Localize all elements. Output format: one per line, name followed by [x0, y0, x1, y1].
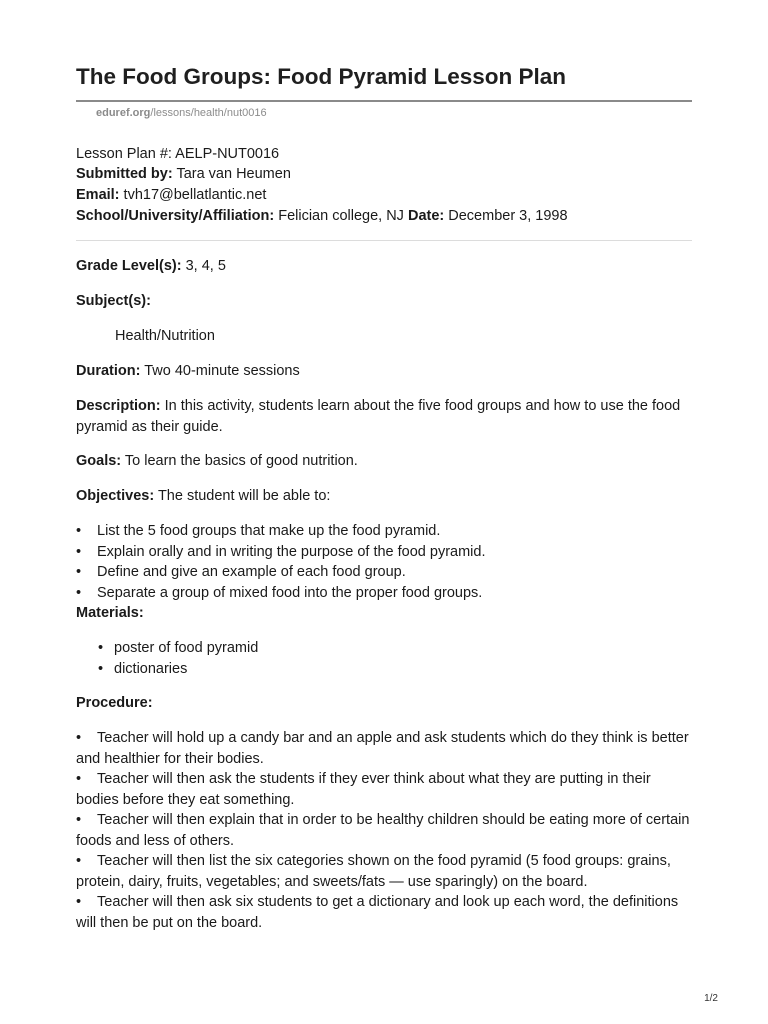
list-item: • Separate a group of mixed food into the proper food groups.	[76, 583, 486, 604]
date-label: Date:	[407, 208, 445, 224]
grade-level	[76, 256, 226, 276]
submitted-label: Submitted by:	[76, 166, 173, 182]
procedure-step: • Teacher will hold up a candy bar and an apple and ask students which do they think is better and healthier for their bodies.	[76, 730, 689, 767]
email	[76, 185, 266, 205]
duration-value: Two 40-minute sessions	[140, 363, 300, 379]
list-item: • List the 5 food groups that make up the food pyramid.	[76, 521, 486, 542]
procedure-heading	[76, 693, 153, 713]
section-divider	[76, 240, 692, 241]
procedure-list	[76, 728, 692, 933]
grade-value: 3, 4, 5	[181, 258, 226, 274]
goals-value: To learn the basics of good nutrition.	[121, 453, 358, 469]
objectives-list	[76, 521, 486, 603]
procedure-step: • Teacher will then ask the students if they ever think about what they are putting in their bodies before they eat something.	[76, 771, 651, 808]
goals	[76, 451, 358, 471]
description	[76, 396, 692, 437]
email-value[interactable]: tvh17@bellatlantic.net	[119, 187, 267, 203]
duration-label: Duration:	[76, 363, 141, 379]
submitted-by	[76, 164, 291, 184]
source-link[interactable]	[96, 107, 267, 119]
school-label: School/University/Affiliation:	[76, 208, 275, 224]
objectives	[76, 486, 330, 506]
objectives-value: The student will be able to:	[154, 488, 331, 504]
grade-label: Grade Level(s):	[76, 258, 182, 274]
list-item: • dictionaries	[76, 659, 258, 680]
description-label: Description:	[76, 398, 161, 414]
school-value: Felician college, NJ	[274, 208, 408, 224]
duration	[76, 361, 300, 381]
objectives-label: Objectives:	[76, 488, 155, 504]
procedure-step-text: Teacher will then list the six categories shown on the food pyramid (5 food groups: grains, protein, dairy, fruits, vegetables; and sweets/fats — use sparingly) on the board.	[76, 853, 671, 890]
document-title: The Food Groups: Food Pyramid Lesson Plan	[76, 64, 567, 89]
subject-heading	[76, 291, 151, 311]
source-path[interactable]: /lessons/health/nut0016	[150, 107, 267, 119]
goals-label: Goals:	[76, 453, 122, 469]
procedure-step: • Teacher will then list the six categories shown on the food pyramid (5 food groups: grains, protein, dairy, fruits, vegetables; and sweets/fats — use sparingly) on the board.	[76, 853, 671, 890]
list-item: • poster of food pyramid	[76, 638, 258, 659]
email-label: Email:	[76, 187, 120, 203]
lesson-plan-number: Lesson Plan #: AELP-NUT0016	[76, 146, 280, 162]
source-domain[interactable]: eduref.org	[96, 107, 151, 119]
procedure-step: • Teacher will then ask six students to get a dictionary and look up each word, the definitions will then be put on the board.	[76, 894, 679, 931]
page-number: 1/2	[704, 993, 718, 1004]
procedure-label: Procedure:	[76, 695, 153, 711]
materials-list	[76, 638, 258, 679]
list-item: • Explain orally and in writing the purpose of the food pyramid.	[76, 542, 486, 563]
procedure-step-text: Teacher will then ask the students if they ever think about what they are putting in their bodies before they eat something.	[76, 771, 651, 808]
procedure-step-text: Teacher will then explain that in order to be healthy children should be eating more of certain foods and less of others.	[76, 812, 690, 849]
materials-label: Materials:	[76, 605, 144, 621]
procedure-step-text: Teacher will hold up a candy bar and an apple and ask students which do they think is better and healthier for their bodies.	[76, 730, 689, 767]
affiliation-and-date	[76, 206, 568, 226]
submitted-value: Tara van Heumen	[172, 166, 291, 182]
list-item: • Define and give an example of each food group.	[76, 562, 486, 583]
subject-label: Subject(s):	[76, 293, 151, 309]
subject-value: Health/Nutrition	[115, 328, 215, 344]
description-value: In this activity, students learn about the five food groups and how to use the food pyramid as their guide.	[76, 398, 681, 435]
procedure-step: • Teacher will then explain that in order to be healthy children should be eating more of certain foods and less of others.	[76, 812, 690, 849]
materials-heading	[76, 603, 144, 623]
title-divider	[76, 100, 692, 102]
date-value: December 3, 1998	[444, 208, 568, 224]
procedure-step-text: Teacher will then ask six students to get a dictionary and look up each word, the definitions will then be put on the board.	[76, 894, 679, 931]
